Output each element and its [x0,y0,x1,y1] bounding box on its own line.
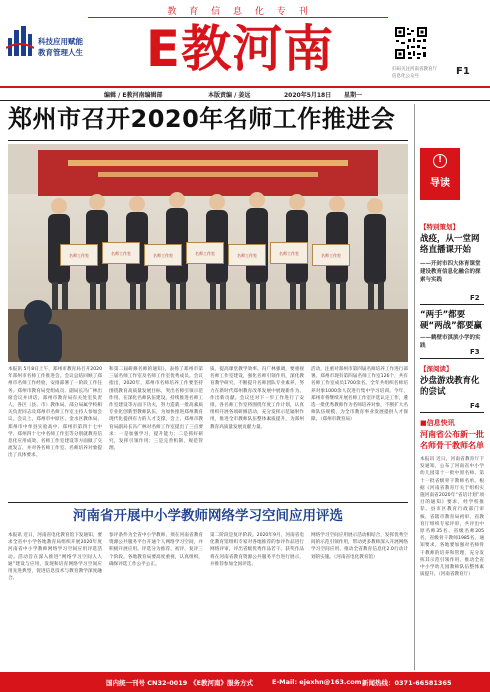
qr-caption-2: 信息化公众号 [392,74,419,79]
photo-plaque: 名师工作室 [312,244,350,266]
second-headline: 河南省开展中小学教师网络学习空间应用评选 [73,508,343,524]
deep-read-label: 【深阅读】 [420,365,453,373]
guide-label: 导读 [430,178,450,189]
story2-title: “两手”都要硬“两战”都要赢 [420,310,483,331]
org-slogan-1: 科技应用赋能 [38,37,83,46]
photo-plaque: 名师工作室 [144,244,182,266]
lead-headline: 郑州市召开2020年名师工作推进会 [8,105,396,133]
story1-subtitle: ——开封市四大体育课堂建设教育信息化融合的探索与实践 [420,261,481,283]
story1-page: F2 [470,294,480,302]
editor-credit: 编辑 / E教河南编辑部 [104,92,163,99]
footer-phone: 新闻热线：0371-66581365 [362,679,452,687]
guide-box [420,148,460,200]
footer-service: 《E教河南》服务方式 [190,679,253,687]
story3-page: F4 [470,402,480,410]
page-number: F1 [456,66,470,77]
qr-caption-1: 扫码关注河南省教育厅 [392,67,437,72]
footer-email: E-Mail: ejexhn@163.com [272,678,362,686]
qr-code-icon [394,26,428,60]
photo-plaque: 名师工作室 [270,242,308,264]
photo-plaque: 名师工作室 [102,242,140,264]
story4-title: 河南省公布新一批名师骨干教师名单 [420,430,484,450]
info-icon: ! [433,154,447,168]
reviewer-credit: 本版责编 / 姜远 [208,92,251,99]
lead-article-col-4: 活动，注重对郑州市第四届名师培养工作进行部署。郑州市现有第四届名师工作室126个，共有名师工作室成员1700余名。全年共组织名师培养对象1000余人次进行集中学习培训。今年，郑州市将继续开展名师工作室评选认定工作，遴选一批优秀教师作为名师培养对象，不断扩大名师队伍规模，为全市教育事业发展提供人才保障。（郑州市教育局） [311,367,408,423]
lead-article-col-3: 质，提高课堂教学效率。冯广林强调，要重视名师工作室建设，强化名师引领作用，深化教育教学研究，不断提升名师团队专业素养，努力在新时代郑州教育改革发展中展现新作为、作出新贡献。会议还对下一步工作进行了安排。各名师工作室将围绕年度工作计划，认真组织开展各项研修活动，充分发挥示范辐射作用，推进全市教师队伍整体素质提升，为郑州教育高质量发展贡献力量。 [210,367,304,430]
second-article-col-3: 第二阶段是复评阶段。2020年9月，河南省电化教育馆组织专家对各地推荐的参评作品进行网络评审，评出省级优秀作品若干。获奖作品将在河南省教育资源公共服务平台进行展示，并推荐参加全国评选。 [210,533,304,567]
story3-title: 沙盘游戏教育化的尝试 [420,376,480,397]
story1-title: 战疫，从一堂网络直播课开始 [420,234,480,255]
org-logo [6,24,34,58]
photo-plaque: 名师工作室 [186,242,224,264]
issue-weekday: 星期一 [344,92,363,99]
second-article-col-4: 网络学习空间应用展示活动相结合，发挥优秀空间的示范引领作用，带动更多教师深入开展网络学习空间应用，推动全省教育信息化2.0行动计划的实施。（河南省电化教育馆） [311,533,408,560]
masthead [0,0,490,86]
second-article-col-1: 本报讯 近日，河南省电化教育馆下发通知，要求全省中小学各地教育局组织开展2020年度河南省中小学教师网络学习空间应用评选活动。活动旨在深入推进“网络学习空间人人通”建设与应用，发现和培育网络学习空间应用先进典型，促进信息技术与教育教学深度融合。 [8,533,102,582]
qr-code [394,26,428,60]
express-label: ■信息快讯 [420,419,455,427]
info-bar [0,89,490,99]
photo-plaque: 名师工作室 [60,244,98,266]
org-slogan-2: 教育管理人生 [38,48,83,57]
right-column [420,104,484,670]
paper-title: E教河南 [145,20,335,78]
issue-date: 2020年5月18日 [284,92,332,99]
story2-subtitle: ——鹤壁市淇滨小学的实践 [420,335,481,349]
second-article-col-2: 参评条件为全省中小学教师，须在河南省教育资源公共服务平台开通个人网络学习空间，并积极开展应用。评选分为推荐、初评、复评三个阶段。各地教育局要高度重视，认真组织，确保评选工作公平公正。 [109,533,203,567]
lead-article-col-2: 和第二届研修名师的通知》，表扬了郑州市第三届名师工作室及名师工作室优秀成员。会议指出，2020年，郑州市名师培养工作要坚持围绕教育高质量发展目标，突出名师引领示范作用，在深化名师队伍建设、持续推进名师工作室建设等方面下功夫，努力造就一批高素质专业化创新型教师队伍，为加快推进郑州教育现代化提供有力的人才支撑。会上，郑州市教育局副局长冯广林对名师工作室提出了三点要求：一是加强学习，提升能力；二是抓好研究，发挥引领作用；三是完善机制，规范管理。 [109,367,203,452]
footer-cn-number: 国内统一刊号 CN32-0019 [106,679,188,687]
lead-article-col-1: 本报讯 5月8日上午，郑州市教育局召开2020年郑州市名师工作推进会。会议总结回顾了郑州市名师工作经验，安排部署了一阶段工作任务。郑州市教育局党组成员、副局长冯广林出席会议并讲话，郑州市教育局有关处室负责人、各区（县、市）教体局、部分局属学校相关负责同志及郑州市名师工作室主持人参加会议。会议上，郑州市中原区、金水区教体局、郑州市中牟县实验高中、郑州市第四十七中学、郑州四十七中名师工作室等分别就教育信息化应用成效、名师工作室建设等方面做了交流发言，并对各名师工作室、名师培养对象提出了具体要求。 [8,367,102,459]
building-logo-icon [6,24,34,58]
special-label: 【特别策划】 [420,223,459,231]
story2-page: F3 [470,348,480,356]
masthead-tagline: 教 育 信 息 化 专 刊 [167,7,313,17]
story4-body: 本报讯 近日，河南省教育厅下发通知，公布了河南省中小学幼儿园第十一批中原名师、第十一批省级骨干教师名单。根据《河南省教育厅关于组织实施河南省2020年“省培计划”项目的通知》要求，经学校推荐、县市区教育行政部门审核、省辖市教育局初审、省教育厅组织专家评审，共评出中原名师35名、省级名师205名、省级骨干教师1985名。通知要求，各地要加强对名师骨干教师的培养和管理，充分发挥其示范引领作用，推动全省中小学幼儿园教师队伍整体素质提升。（河南省教育厅） [420,457,484,578]
event-photo [8,144,408,362]
footer-bar [0,672,490,692]
photo-plaque: 名师工作室 [228,244,266,266]
